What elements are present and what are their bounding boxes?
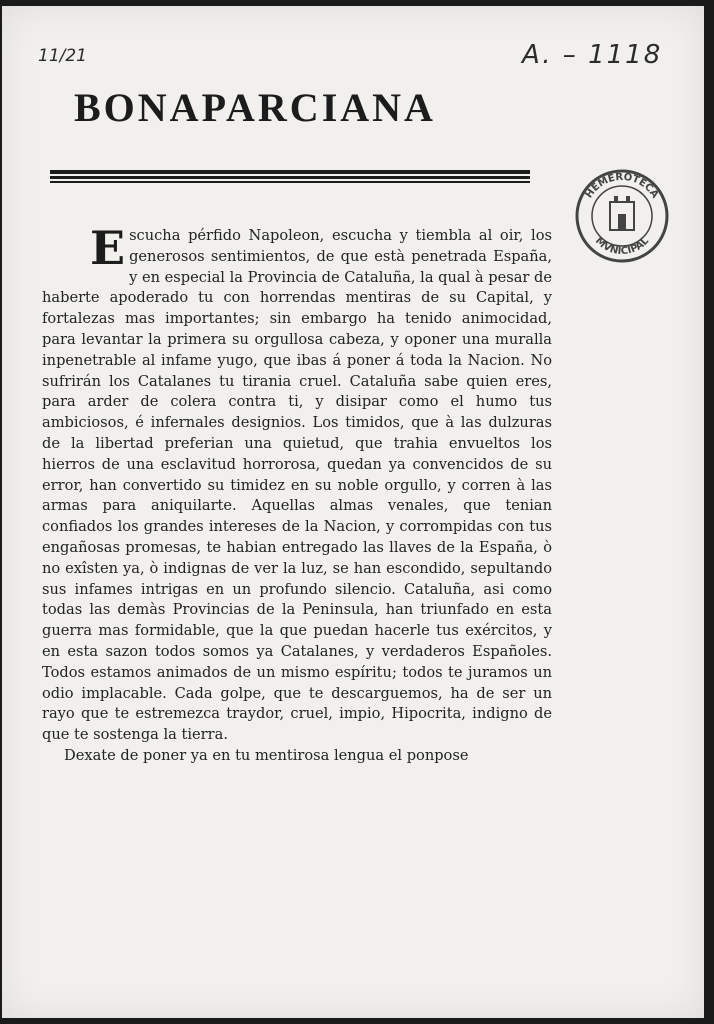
library-stamp-icon [574,168,670,264]
stamp-top-text: HEMEROTECA [583,171,661,201]
document-page [2,6,704,1018]
stamp-bottom-text: MVNICIPAL [592,235,652,258]
handwritten-ref-right: A. – 1118 [522,40,663,70]
title-rule [50,168,530,182]
document-title: BONAPARCIANA [74,85,436,130]
paragraph-1-text: scucha pérfido Napoleon, escucha y tiembla al oir, los generosos sentimientos, de que està penetrada España, y en especial la Provincia de Cataluña, la qual à pesar de haberte apoderado tu con horrendas mentiras de su Capital, y fortalezas mas importantes; sin embargo ha tenido animocidad, para levantar la primera su orgullosa cabeza, y oponer una muralla inpenetrable al infame yugo, que ibas á poner á toda la Nacion. No sufrirán los Catalanes tu tirania cruel. Cataluña sabe quien eres, para arder de colera contra ti, y disipar como el humo tus ambiciosos, é infernales designios. Los timidos, que à las dulzuras de la libertad preferian una quietud, que trahia envueltos los hierros de una esclavitud horrorosa, quedan ya convencidos de su error, han convertido su timidez en su noble orgullo, y corren à las armas para aniquilarte. Aquellas almas venales, que tenian confiados los grandes intereses de la Nacion, y corrompidas con tus engañosas promesas, te habian entregado las llaves de la España, ò no exîsten ya, ò indignas de ver la luz, se han escondido, sepultando sus infames intrigas en un profundo silencio. Cataluña, asi como todas las demàs Provincias de la Peninsula, han triunfado en esta guerra mas formidable, que la que puedan hacerle tus exércitos, y en esta sazon todos somos ya Catalanes, y verdaderos Españoles. Todos estamos animados de un mismo espíritu; todos te juramos un odio implacable. Cada golpe, que te descarguemos, ha de ser un rayo que te estremezca traydor, cruel, impio, Hipocrita, indigno de que te sostenga la tierra. [42,227,553,744]
document-body [42,221,553,767]
drop-cap: E [90,221,126,275]
svg-text:MVNICIPAL [593,235,652,257]
paragraph-2: Dexate de poner ya en tu mentirosa lengua el ponpose [64,746,469,764]
paragraph-1 [42,221,553,746]
handwritten-ref-left: 11/21 [38,46,87,66]
